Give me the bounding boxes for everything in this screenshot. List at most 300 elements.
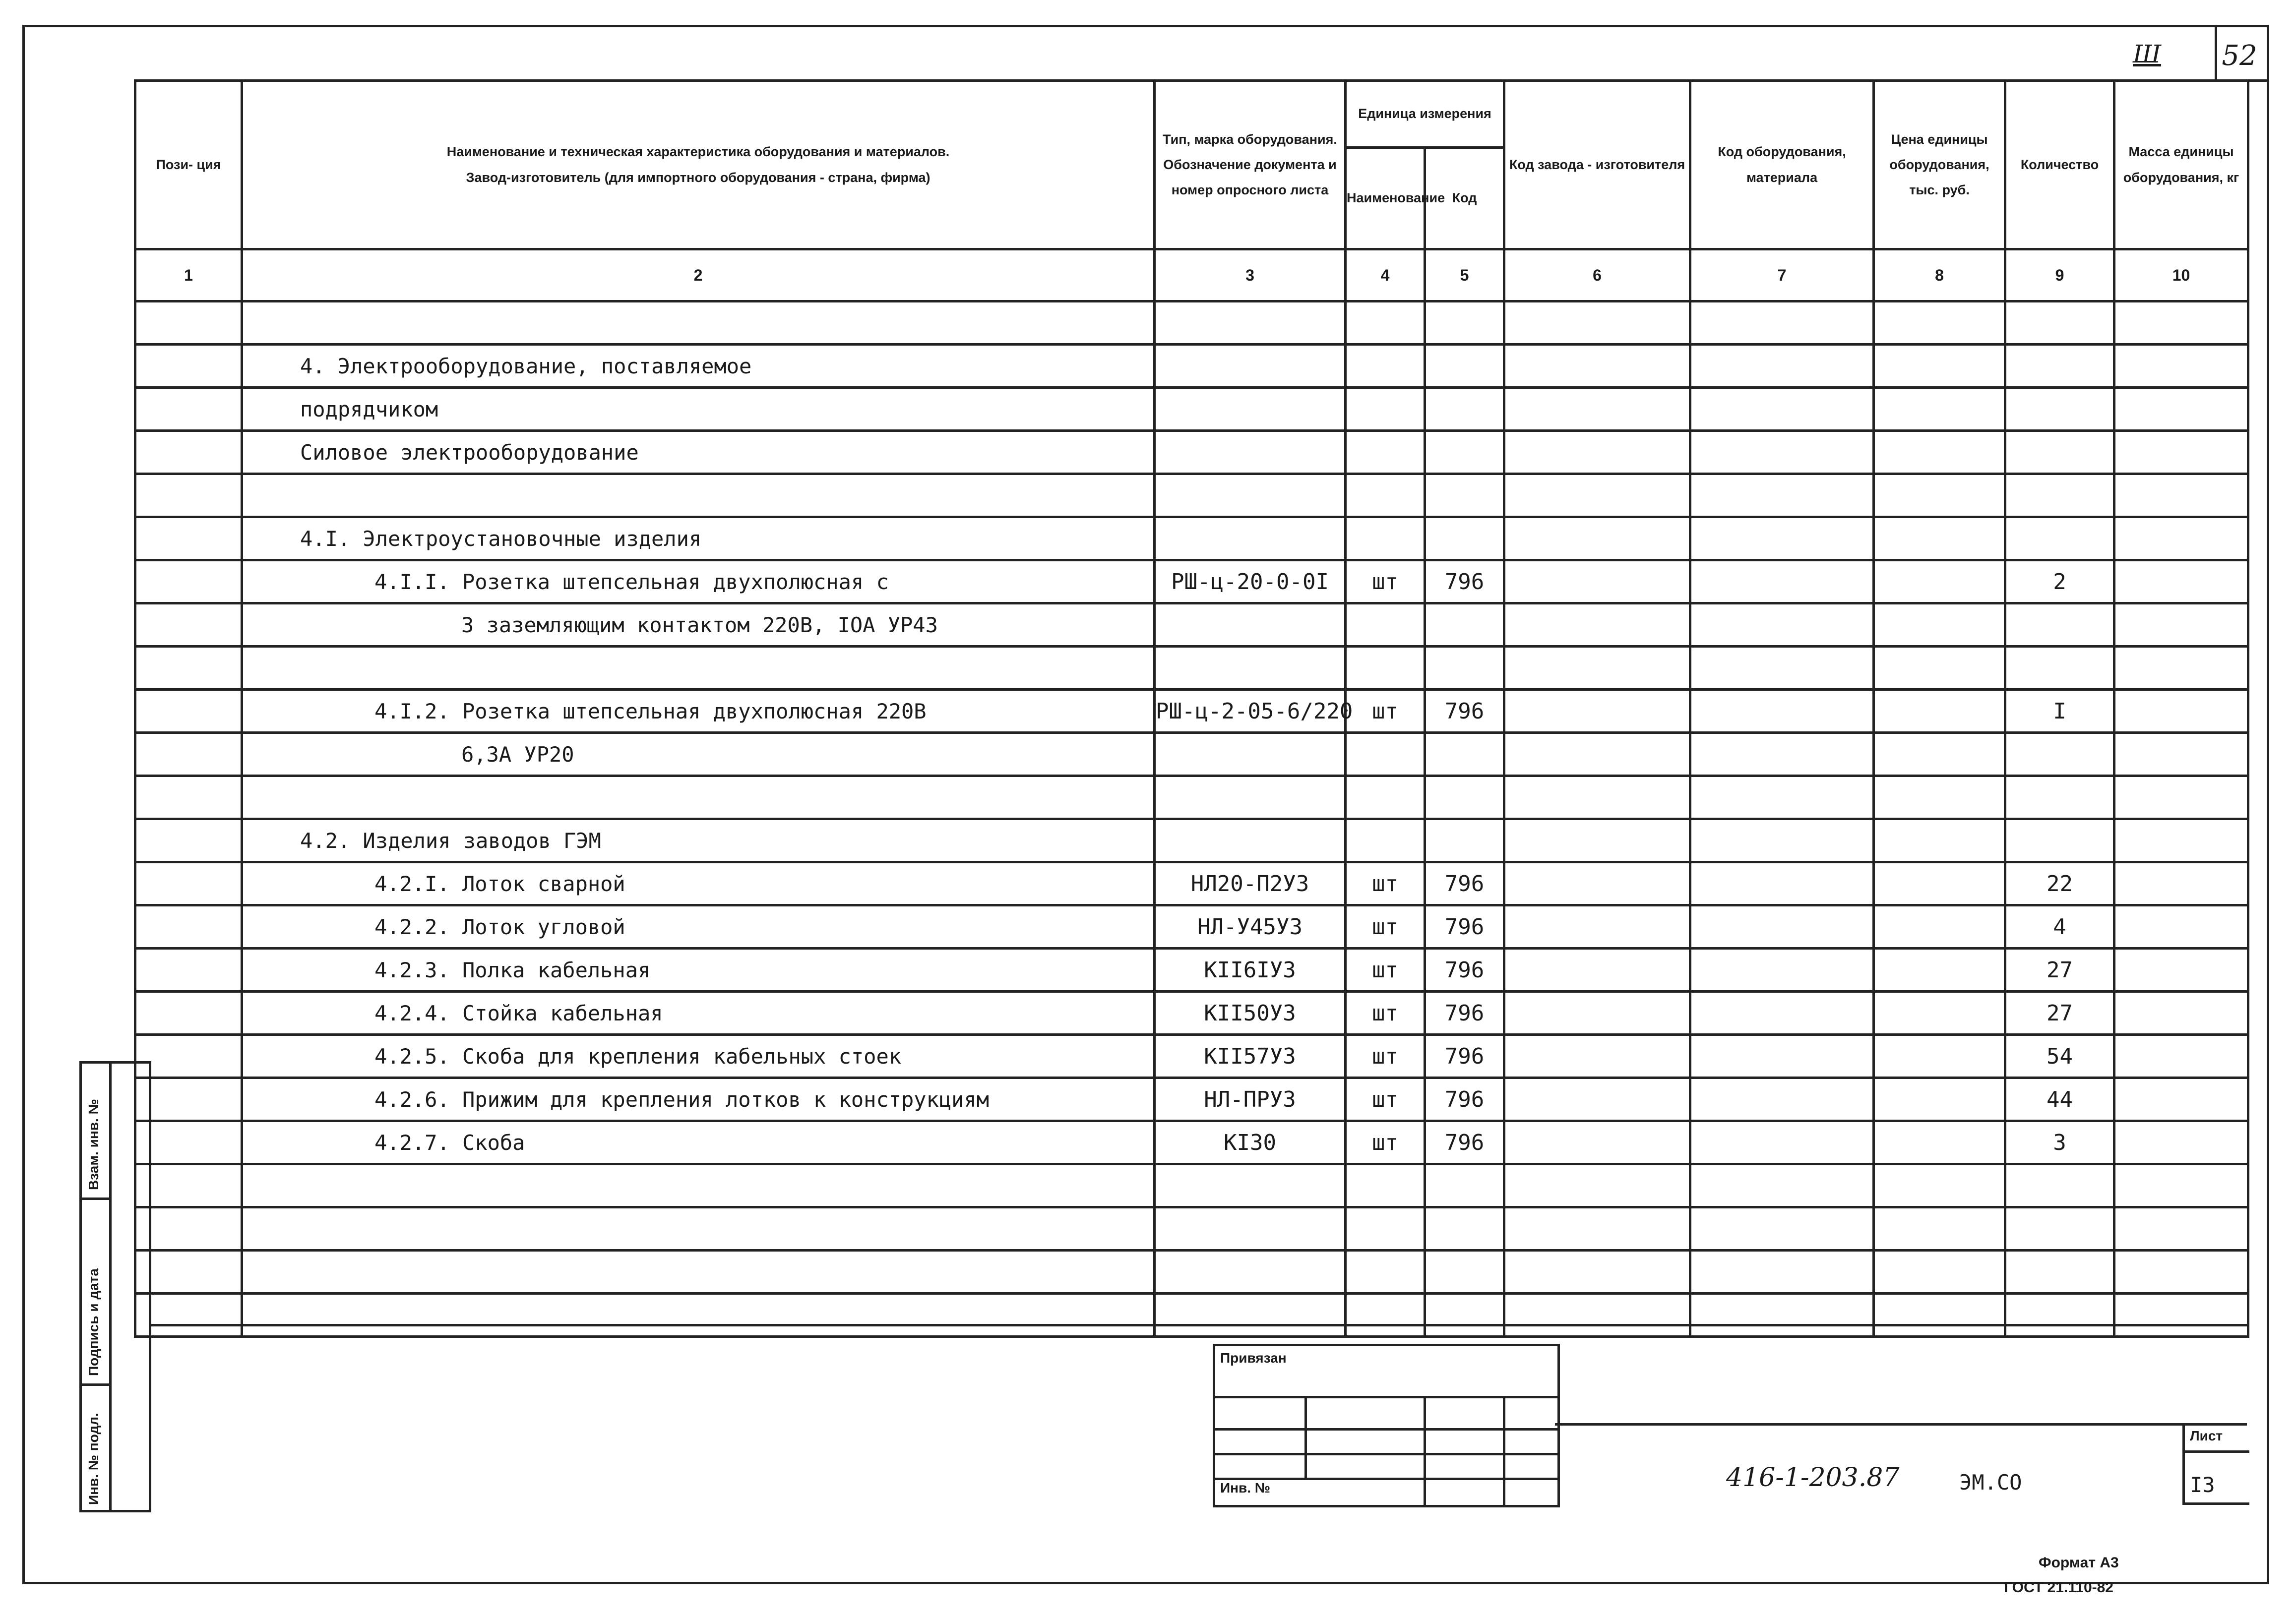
cell-price [1874,862,2005,905]
cell-position [135,776,242,819]
cell-code [1425,776,1504,819]
cell-code [1425,1164,1504,1207]
cell-mass [2114,517,2248,560]
cell-price [1874,992,2005,1035]
cell-type [1155,517,1346,560]
header-name-line2: Завод-изготовитель (для импортного оборудования - страна, фирма) [466,170,931,185]
cell-factory-code [1504,819,1690,862]
cell-unit [1346,733,1425,776]
cell-type [1155,819,1346,862]
cell-mass [2114,1121,2248,1164]
stamp-inv-no: Инв. № [1220,1480,1271,1496]
cell-position [135,517,242,560]
cell-code: 796 [1425,992,1504,1035]
cell-equipment-code [1690,1207,1874,1251]
table-row [135,819,2248,862]
cell-type [1155,1251,1346,1294]
cell-unit [1346,1294,1425,1337]
cell-name: 4. Электрооборудование, поставляемое [242,345,1155,388]
cell-unit [1346,474,1425,517]
stamp-vline [1424,1396,1426,1505]
cell-mass [2114,1207,2248,1251]
cell-unit [1346,819,1425,862]
cell-type: НЛ20-П2У3 [1155,862,1346,905]
cell-factory-code [1504,388,1690,431]
header-unit-name: Наименование [1346,148,1425,249]
column-number: 8 [1874,249,2005,301]
cell-position [135,301,242,345]
cell-mass [2114,862,2248,905]
table-row [135,345,2248,388]
cell-equipment-code [1690,992,1874,1035]
cell-factory-code [1504,560,1690,603]
cell-type [1155,647,1346,690]
table-row [135,431,2248,474]
column-number: 4 [1346,249,1425,301]
cell-mass [2114,1294,2248,1337]
cell-price [1874,1121,2005,1164]
cell-name [242,776,1155,819]
cell-price [1874,560,2005,603]
table-row [135,301,2248,345]
cell-name: 4.2.6. Прижим для крепления лотков к конструкциям [242,1078,1155,1121]
cell-factory-code [1504,1164,1690,1207]
header-factory-code: Код завода - изготовителя [1504,81,1690,249]
cell-unit: шт [1346,992,1425,1035]
header-quantity: Количество [2005,81,2114,249]
cell-factory-code [1504,1078,1690,1121]
cell-factory-code [1504,301,1690,345]
header-type: Тип, марка оборудования. Обозначение документа и номер опросного листа [1155,81,1346,249]
side-cell-podpis [82,1200,112,1386]
cell-price [1874,345,2005,388]
column-number: 1 [135,249,242,301]
cell-price [1874,690,2005,733]
cell-position [135,603,242,647]
cell-position [135,474,242,517]
cell-price [1874,1207,2005,1251]
table-row [135,862,2248,905]
cell-code [1425,1207,1504,1251]
cell-name: 3 заземляющим контактом 220В, IOA УР43 [242,603,1155,647]
cell-code [1425,474,1504,517]
cell-unit: шт [1346,1078,1425,1121]
cell-equipment-code [1690,301,1874,345]
cell-equipment-code [1690,1078,1874,1121]
cell-factory-code [1504,345,1690,388]
cell-code [1425,301,1504,345]
cell-factory-code [1504,733,1690,776]
stamp-vline [1304,1396,1307,1478]
cell-mass [2114,388,2248,431]
cell-type [1155,474,1346,517]
cell-factory-code [1504,862,1690,905]
cell-price [1874,819,2005,862]
table-row [135,992,2248,1035]
cell-factory-code [1504,1251,1690,1294]
cell-factory-code [1504,949,1690,992]
cell-quantity [2005,1294,2114,1337]
cell-position [135,733,242,776]
cell-price [1874,776,2005,819]
cell-equipment-code [1690,603,1874,647]
column-number: 2 [242,249,1155,301]
table-row [135,388,2248,431]
column-number: 7 [1690,249,1874,301]
cell-mass [2114,690,2248,733]
list-divider [2185,1450,2249,1453]
cell-name: 4.I.2. Розетка штепсельная двухполюсная 220В [242,690,1155,733]
cell-position [135,690,242,733]
cell-equipment-code [1690,345,1874,388]
cell-mass [2114,1035,2248,1078]
cell-quantity [2005,1207,2114,1251]
cell-quantity: 27 [2005,949,2114,992]
cell-code: 796 [1425,690,1504,733]
bottom-divider [149,1324,2247,1326]
cell-name: 4.2.5. Скоба для крепления кабельных стоек [242,1035,1155,1078]
cell-position [135,647,242,690]
cell-factory-code [1504,431,1690,474]
cell-code: 796 [1425,1121,1504,1164]
cell-price [1874,1078,2005,1121]
cell-type [1155,388,1346,431]
cell-unit [1346,603,1425,647]
side-stamp [79,1061,151,1512]
cell-mass [2114,949,2248,992]
cell-unit [1346,1207,1425,1251]
table-row [135,905,2248,949]
cell-mass [2114,1164,2248,1207]
stamp-line [1215,1396,1557,1398]
cell-name: 4.I. Электроустановочные изделия [242,517,1155,560]
cell-position [135,560,242,603]
column-number-row [135,249,2248,301]
cell-mass [2114,905,2248,949]
table-row [135,603,2248,647]
cell-price [1874,1035,2005,1078]
cell-mass [2114,819,2248,862]
cell-quantity [2005,1251,2114,1294]
header-unit: Единица измерения [1346,81,1504,148]
cell-code: 796 [1425,560,1504,603]
cell-type: КII57У3 [1155,1035,1346,1078]
cell-quantity [2005,388,2114,431]
cell-factory-code [1504,474,1690,517]
cell-code [1425,388,1504,431]
header-name [242,81,1155,249]
cell-quantity: I [2005,690,2114,733]
stamp-privyazan: Привязан [1220,1350,1287,1366]
cell-equipment-code [1690,862,1874,905]
cell-unit: шт [1346,862,1425,905]
cell-price [1874,647,2005,690]
cell-type [1155,1294,1346,1337]
cell-mass [2114,431,2248,474]
cell-mass [2114,560,2248,603]
table-row [135,1078,2248,1121]
cell-equipment-code [1690,517,1874,560]
document-number: 416-1-203.87 [1726,1463,1900,1493]
header-mass: Масса единицы оборудования, кг [2114,81,2248,249]
side-cell-vzam [82,1064,112,1200]
stamp-vline [1503,1396,1505,1505]
table-row [135,949,2248,992]
stamp-line [1215,1453,1557,1455]
sheet-number: 52 [2222,40,2257,72]
cell-code [1425,1251,1504,1294]
cell-quantity [2005,301,2114,345]
cell-type [1155,603,1346,647]
cell-type: РШ-ц-20-0-0I [1155,560,1346,603]
cell-code [1425,647,1504,690]
cell-unit: шт [1346,560,1425,603]
cell-unit [1346,345,1425,388]
cell-quantity [2005,1164,2114,1207]
cell-equipment-code [1690,474,1874,517]
table-row [135,1035,2248,1078]
cell-quantity [2005,603,2114,647]
cell-name: 4.2.I. Лоток сварной [242,862,1155,905]
cell-price [1874,905,2005,949]
cell-name [242,1294,1155,1337]
cell-name [242,647,1155,690]
cell-type: РШ-ц-2-05-6/220 [1155,690,1346,733]
cell-name: подрядчиком [242,388,1155,431]
cell-factory-code [1504,1294,1690,1337]
cell-name: 4.I.I. Розетка штепсельная двухполюсная с [242,560,1155,603]
cell-equipment-code [1690,949,1874,992]
table-row [135,1164,2248,1207]
cell-name: 4.2.2. Лоток угловой [242,905,1155,949]
table-row [135,776,2248,819]
cell-price [1874,1164,2005,1207]
cell-quantity [2005,733,2114,776]
cell-code [1425,1294,1504,1337]
cell-position [135,819,242,862]
cell-name [242,1164,1155,1207]
cell-unit [1346,301,1425,345]
side-cell-inv [82,1386,112,1510]
cell-type [1155,431,1346,474]
column-number: 5 [1425,249,1504,301]
header-position: Пози- ция [135,81,242,249]
cell-factory-code [1504,647,1690,690]
cell-position [135,388,242,431]
cell-code [1425,733,1504,776]
cell-mass [2114,776,2248,819]
table-row [135,1121,2248,1164]
cell-price [1874,1251,2005,1294]
document-suffix: ЭМ.СО [1959,1470,2022,1495]
cell-unit: шт [1346,690,1425,733]
cell-unit: шт [1346,1035,1425,1078]
cell-quantity: 4 [2005,905,2114,949]
cell-factory-code [1504,992,1690,1035]
cell-name: 4.2.7. Скоба [242,1121,1155,1164]
title-block-line [1555,1423,2247,1426]
header-unit-code: Код [1425,148,1504,249]
cell-code: 796 [1425,1035,1504,1078]
cell-equipment-code [1690,1164,1874,1207]
cell-unit [1346,776,1425,819]
cell-equipment-code [1690,1035,1874,1078]
cell-quantity: 2 [2005,560,2114,603]
cell-mass [2114,345,2248,388]
cell-name: 6,3А УР20 [242,733,1155,776]
cell-quantity [2005,647,2114,690]
cell-name [242,474,1155,517]
cell-price [1874,1294,2005,1337]
cell-type: КII50У3 [1155,992,1346,1035]
cell-equipment-code [1690,776,1874,819]
cell-factory-code [1504,690,1690,733]
table-row [135,1207,2248,1251]
cell-factory-code [1504,1121,1690,1164]
header-row-1 [135,81,2248,148]
cell-unit [1346,517,1425,560]
list-box [2182,1423,2249,1505]
cell-factory-code [1504,776,1690,819]
cell-price [1874,949,2005,992]
table-row [135,560,2248,603]
cell-type [1155,776,1346,819]
cell-unit [1346,388,1425,431]
cell-mass [2114,647,2248,690]
header-equipment-code: Код оборудования, материала [1690,81,1874,249]
cell-mass [2114,992,2248,1035]
cell-mass [2114,474,2248,517]
side-label-inv: Инв. № подл. [86,1413,101,1505]
cell-code [1425,517,1504,560]
cell-unit [1346,1251,1425,1294]
cell-name [242,301,1155,345]
cell-position [135,992,242,1035]
list-label: Лист [2190,1428,2223,1443]
format-label: Формат А3 [2039,1555,2119,1571]
cell-equipment-code [1690,1251,1874,1294]
cell-type: НЛ-ПРУ3 [1155,1078,1346,1121]
cell-mass [2114,1078,2248,1121]
cell-price [1874,733,2005,776]
cell-price [1874,388,2005,431]
cell-quantity [2005,517,2114,560]
sheet-mark: Ш [2133,40,2162,68]
cell-unit: шт [1346,905,1425,949]
specification-table [134,79,2249,1338]
cell-quantity: 27 [2005,992,2114,1035]
cell-equipment-code [1690,431,1874,474]
cell-unit [1346,1164,1425,1207]
cell-type [1155,733,1346,776]
cell-equipment-code [1690,905,1874,949]
table-row [135,690,2248,733]
table-row [135,474,2248,517]
cell-equipment-code [1690,560,1874,603]
cell-price [1874,431,2005,474]
cell-position [135,862,242,905]
column-number: 10 [2114,249,2248,301]
side-label-vzam: Взам. инв. № [86,1099,101,1190]
cell-quantity: 44 [2005,1078,2114,1121]
cell-quantity [2005,431,2114,474]
cell-quantity [2005,345,2114,388]
table-row [135,733,2248,776]
cell-code [1425,345,1504,388]
header-name-line1: Наименование и техническая характеристика оборудования и материалов. [446,144,950,160]
table-row [135,1294,2248,1337]
cell-factory-code [1504,1207,1690,1251]
cell-type: НЛ-У45У3 [1155,905,1346,949]
cell-code [1425,603,1504,647]
cell-position [135,345,242,388]
cell-code: 796 [1425,862,1504,905]
cell-quantity [2005,776,2114,819]
table-row [135,1251,2248,1294]
cell-unit [1346,431,1425,474]
binding-stamp [1213,1344,1560,1507]
cell-name: Силовое электрооборудование [242,431,1155,474]
cell-type [1155,345,1346,388]
cell-position [135,905,242,949]
cell-type: КI30 [1155,1121,1346,1164]
cell-mass [2114,1251,2248,1294]
cell-equipment-code [1690,388,1874,431]
cell-unit [1346,647,1425,690]
table-row [135,517,2248,560]
cell-price [1874,517,2005,560]
cell-type [1155,301,1346,345]
cell-factory-code [1504,1035,1690,1078]
side-label-podpis: Подпись и дата [86,1268,101,1376]
cell-equipment-code [1690,690,1874,733]
cell-code [1425,431,1504,474]
cell-name: 4.2.4. Стойка кабельная [242,992,1155,1035]
cell-name: 4.2.3. Полка кабельная [242,949,1155,992]
gost-label: ГОСТ 21.110-82 [2004,1579,2113,1596]
cell-price [1874,603,2005,647]
column-number: 9 [2005,249,2114,301]
table-row [135,647,2248,690]
cell-unit: шт [1346,949,1425,992]
column-number: 3 [1155,249,1346,301]
cell-quantity [2005,819,2114,862]
stamp-line [1215,1428,1557,1431]
cell-mass [2114,603,2248,647]
cell-quantity: 54 [2005,1035,2114,1078]
cell-equipment-code [1690,1121,1874,1164]
cell-equipment-code [1690,1294,1874,1337]
cell-name [242,1207,1155,1251]
cell-unit: шт [1346,1121,1425,1164]
cell-type [1155,1207,1346,1251]
cell-type [1155,1164,1346,1207]
cell-name: 4.2. Изделия заводов ГЭМ [242,819,1155,862]
page-number: I3 [2190,1473,2215,1497]
cell-factory-code [1504,603,1690,647]
header-price: Цена единицы оборудования, тыс. руб. [1874,81,2005,249]
cell-code [1425,819,1504,862]
cell-quantity: 22 [2005,862,2114,905]
cell-equipment-code [1690,733,1874,776]
column-number: 6 [1504,249,1690,301]
cell-mass [2114,301,2248,345]
cell-equipment-code [1690,819,1874,862]
cell-position [135,431,242,474]
cell-code: 796 [1425,905,1504,949]
cell-quantity [2005,474,2114,517]
cell-price [1874,474,2005,517]
